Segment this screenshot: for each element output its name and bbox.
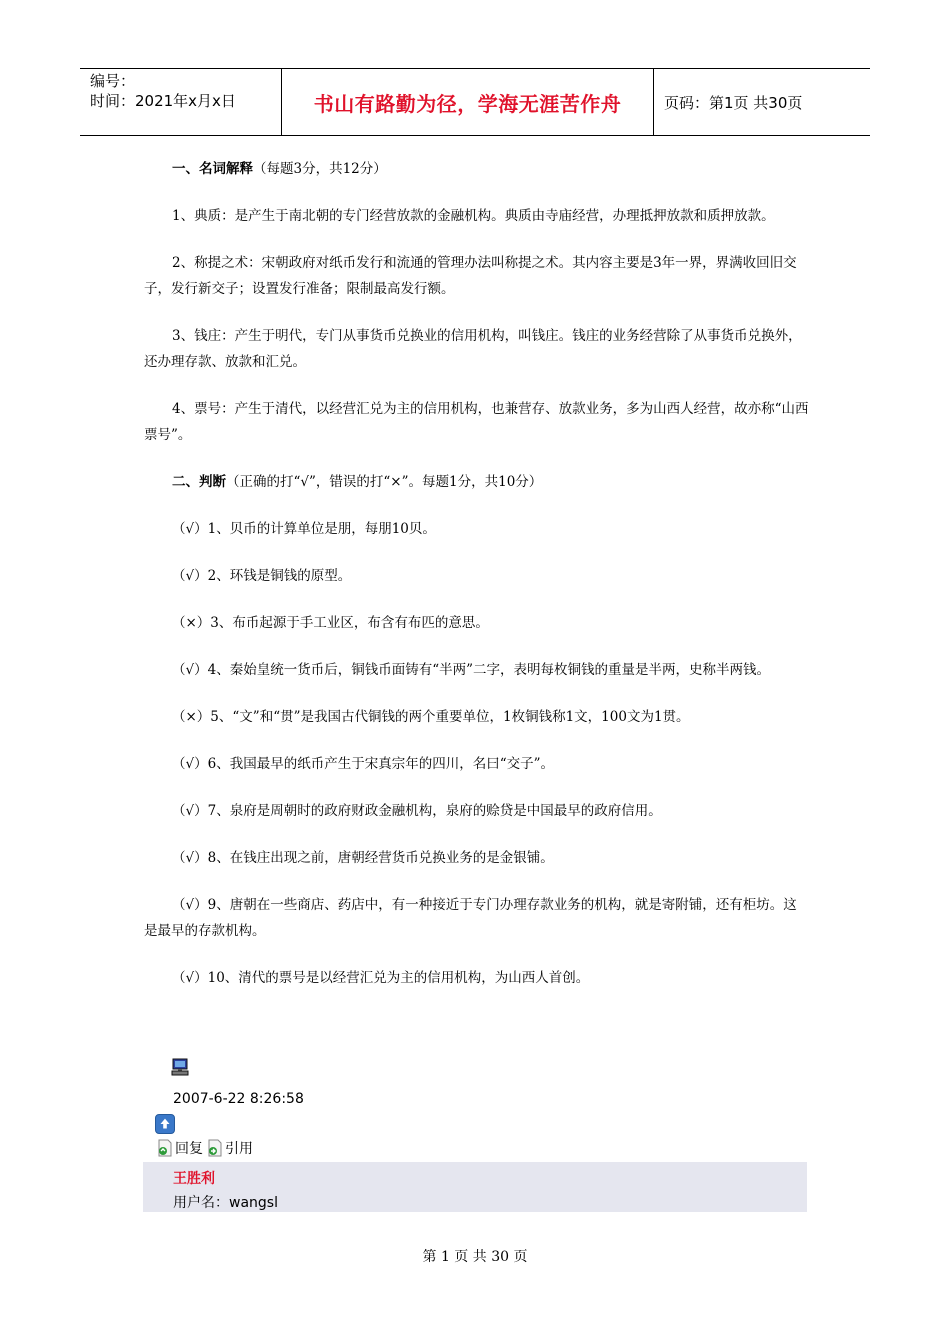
header-meta bbox=[80, 69, 282, 135]
time-label: 时间：2021年x月x日 bbox=[90, 92, 236, 110]
judgement-item: （√）8、在钱庄出现之前，唐朝经营货币兑换业务的是金银铺。 bbox=[172, 850, 554, 866]
judgement-item: （√）7、泉府是周朝时的政府财政金融机构，泉府的赊贷是中国最早的政府信用。 bbox=[172, 803, 662, 819]
judgement-item: （√）1、贝币的计算单位是朋，每朋10贝。 bbox=[172, 521, 436, 537]
section2-heading bbox=[144, 469, 810, 495]
term-definition: 1、典质：是产生于南北朝的专门经营放款的金融机构。典质由寺庙经营，办理抵押放款和质押放款。 bbox=[172, 208, 775, 224]
judgement-item: （√）9、唐朝在一些商店、药店中，有一种接近于专门办理存款业务的机构，就是寄附铺，还有柜坊。这是最早的存款机构。 bbox=[144, 897, 797, 939]
judgement-item: （×）5、“文”和“贯”是我国古代铜钱的两个重要单位，1枚铜钱称1文，100文为1贯。 bbox=[172, 709, 690, 725]
section1-heading bbox=[144, 156, 810, 182]
author-name[interactable]: 王胜利 bbox=[173, 1171, 215, 1187]
quote-icon bbox=[207, 1139, 223, 1157]
quote-button[interactable] bbox=[207, 1138, 253, 1158]
judgement-item: （√）4、秦始皇统一货币后，铜钱币面铸有“半两”二字，表明每枚铜钱的重量是半两，史称半两钱。 bbox=[172, 662, 770, 678]
term-definition: 4、票号：产生于清代，以经营汇兑为主的信用机构，也兼营存、放款业务，多为山西人经营，故亦称“山西票号”。 bbox=[144, 401, 809, 443]
document-body bbox=[144, 156, 810, 1012]
header-page-info: 页码：第1页 共30页 bbox=[664, 93, 803, 112]
page-footer: 第 1 页 共 30 页 bbox=[422, 1249, 528, 1265]
section1-note: （每题3分，共12分） bbox=[253, 161, 387, 177]
term-definition: 3、钱庄：产生于明代，专门从事货币兑换业的信用机构，叫钱庄。钱庄的业务经营除了从事货币兑换外，还办理存款、放款和汇兑。 bbox=[144, 328, 802, 370]
quote-label: 引用 bbox=[225, 1141, 253, 1157]
section1-title: 一、名词解释 bbox=[172, 161, 253, 177]
reply-label: 回复 bbox=[175, 1141, 203, 1157]
section2-title: 二、判断 bbox=[172, 474, 226, 490]
up-arrow-icon[interactable] bbox=[155, 1114, 175, 1134]
post-time: 2007-6-22 8:26:58 bbox=[173, 1091, 304, 1107]
judgement-item: （√）10、清代的票号是以经营汇兑为主的信用机构，为山西人首创。 bbox=[172, 970, 590, 986]
reply-icon bbox=[157, 1139, 173, 1157]
header-motto: 书山有路勤为径，学海无涯苦作舟 bbox=[282, 69, 654, 135]
number-label: 编号： bbox=[90, 72, 136, 90]
section2-note: （正确的打“√”，错误的打“×”。每题1分，共10分） bbox=[226, 474, 543, 490]
post-actions bbox=[157, 1138, 253, 1158]
computer-icon bbox=[171, 1058, 189, 1076]
author-box bbox=[143, 1162, 807, 1212]
judgement-item: （√）6、我国最早的纸币产生于宋真宗年的四川，名曰“交子”。 bbox=[172, 756, 554, 772]
page-header bbox=[80, 68, 870, 136]
judgement-item: （√）2、环钱是铜钱的原型。 bbox=[172, 568, 352, 584]
term-definition: 2、称提之术：宋朝政府对纸币发行和流通的管理办法叫称提之术。其内容主要是3年一界，界满收回旧交子，发行新交子；设置发行准备；限制最高发行额。 bbox=[144, 255, 797, 297]
reply-button[interactable] bbox=[157, 1138, 203, 1158]
author-username: 用户名：wangsl bbox=[173, 1195, 278, 1211]
judgement-item: （×）3、布币起源于手工业区，布含有布匹的意思。 bbox=[172, 615, 489, 631]
